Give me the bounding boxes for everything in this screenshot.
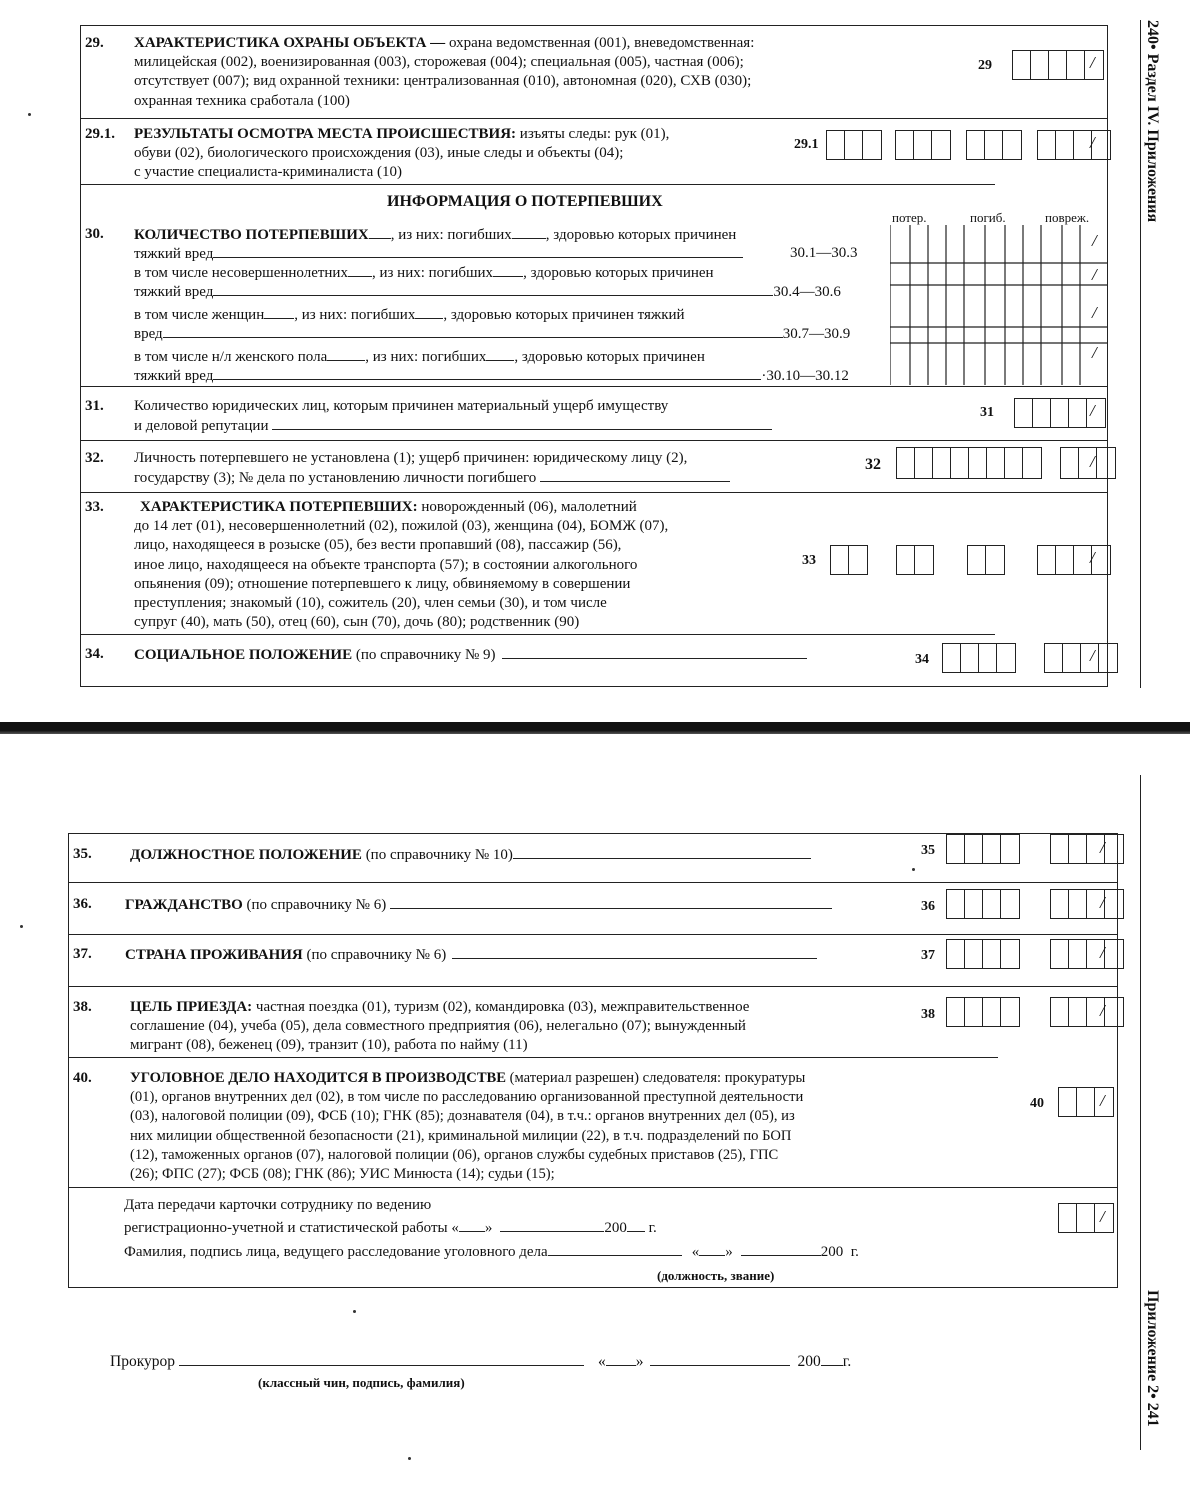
item-text-line: (по справочнику № 6) xyxy=(302,947,447,963)
slash-mark: / xyxy=(1090,133,1095,152)
slash-mark: / xyxy=(1100,1001,1105,1020)
item-text xyxy=(134,366,849,386)
slash-mark: / xyxy=(1100,1091,1105,1110)
transfer-text: « xyxy=(691,1244,700,1260)
transfer-text: » xyxy=(484,1220,493,1236)
date-quote: » xyxy=(635,1353,644,1370)
item-text-line: опьянения (09); отношение потерпевшего к лицу, обвиняемому в совершении xyxy=(134,575,631,592)
item-text-line: (01), органов внутренних дел (02), в том числе по расследованию организованной преступной деятельности xyxy=(130,1089,804,1106)
slash-mark: / xyxy=(1100,838,1105,857)
slash-mark: / xyxy=(1090,548,1095,567)
item-text-line: Количество юридических лиц, которым причинен материальный ущерб имуществу xyxy=(134,398,669,414)
transfer-text: г. xyxy=(843,1244,859,1260)
item-text xyxy=(134,449,730,488)
slash-mark: / xyxy=(1090,646,1095,665)
code-entry-cells[interactable] xyxy=(826,130,882,160)
row-divider xyxy=(68,1057,998,1058)
scan-speck xyxy=(408,1457,411,1460)
item-number: 34. xyxy=(85,646,104,662)
column-label-injured: повреж. xyxy=(1045,210,1090,225)
item-text xyxy=(130,845,811,865)
code-entry-cells[interactable] xyxy=(1037,545,1111,575)
item-text-line: новорожденный (06), малолетний xyxy=(417,499,637,515)
field-code: 33 xyxy=(802,553,816,568)
code-entry-cells[interactable] xyxy=(895,130,951,160)
item-title: ЦЕЛЬ ПРИЕЗДА: xyxy=(130,999,253,1015)
row-divider xyxy=(80,440,1108,441)
code-entry-cells[interactable] xyxy=(946,997,1020,1027)
item-title: СТРАНА ПРОЖИВАНИЯ xyxy=(125,947,303,963)
item-text-line: , из них: погибших xyxy=(294,307,416,323)
code-entry-cells[interactable] xyxy=(1037,130,1111,160)
item-text-line: до 14 лет (01), несовершеннолетний (02), пожилой (03), женщина (04), БОМЖ (07), xyxy=(134,518,669,535)
transfer-text: Фамилия, подпись лица, ведущего расследование уголовного дела xyxy=(124,1244,548,1260)
item-text-line: (12), таможенных органов (07), налоговой полиции (06), органов службы судебных приставов (25), ГПС xyxy=(130,1146,779,1163)
slash-mark: / xyxy=(1100,893,1105,912)
item-number: 32. xyxy=(85,450,104,466)
item-text-line: вред xyxy=(134,326,163,342)
item-text-line: государству (3); № дела по установлению личности погибшего xyxy=(134,470,537,487)
code-entry-cells[interactable] xyxy=(966,130,1022,160)
item-text-line: , здоровью которых причинен тяжкий xyxy=(443,307,685,323)
item-text-line: (03), налоговой полиции (09), ФСБ (10); ГНК (85); дознавателя (04), в т.ч.: органов внутренних дел (05), из xyxy=(130,1108,795,1125)
transfer-text: Дата передачи карточки сотруднику по ведению xyxy=(124,1197,432,1213)
item-title: КОЛИЧЕСТВО ПОТЕРПЕВШИХ xyxy=(134,227,369,243)
item-text-line: тяжкий вред xyxy=(134,246,214,262)
row-divider xyxy=(80,118,1108,119)
column-label-victims: потер. xyxy=(892,210,927,225)
item-text-line: обуви (02), биологического происхождения (03), иные следы и объекты (04); xyxy=(134,145,624,162)
item-title: СОЦИАЛЬНОЕ ПОЛОЖЕНИЕ xyxy=(134,647,353,663)
item-text-line: в том числе несовершеннолетних xyxy=(134,265,348,281)
item-text-line: лицо, находящееся в розыске (05), без вести пропавший (08), пассажир (56), xyxy=(134,537,622,554)
item-text xyxy=(134,263,714,283)
field-code: 32 xyxy=(865,456,881,473)
code-entry-cells[interactable] xyxy=(942,643,1016,673)
item-text-line: охранная техника сработала (100) xyxy=(134,92,350,109)
item-text-line: отсутствует (007); вид охранной техники: централизованная (010), автономная (020), СХВ (030); xyxy=(134,73,752,90)
range-code: ·30.10—30.12 xyxy=(761,368,849,384)
item-text-line: супруг (40), мать (50), отец (60), сын (70), дочь (80); родственник (90) xyxy=(134,614,580,631)
item-text xyxy=(125,945,817,965)
transfer-text: 200 xyxy=(820,1244,844,1260)
transfer-text: 200 xyxy=(604,1220,627,1236)
item-text-line: , здоровью которых причинен xyxy=(545,227,737,243)
item-number: 35. xyxy=(73,846,92,862)
item-text-line: , здоровью которых причинен xyxy=(523,265,714,281)
item-number: 37. xyxy=(73,946,92,962)
code-entry-cells[interactable] xyxy=(896,545,934,575)
row-divider xyxy=(80,634,995,635)
transfer-date-line[interactable] xyxy=(124,1218,657,1238)
slash-mark: / xyxy=(1092,343,1097,362)
field-code: 35 xyxy=(921,843,935,858)
item-text-line: , здоровью которых причинен xyxy=(514,349,705,365)
item-text xyxy=(134,347,705,367)
item-text xyxy=(130,998,749,1056)
investigator-line[interactable] xyxy=(124,1242,859,1262)
item-title: УГОЛОВНОЕ ДЕЛО НАХОДИТСЯ В ПРОИЗВОДСТВЕ xyxy=(130,1070,507,1086)
item-text-line: охрана ведомственная (001), вневедомственная: xyxy=(445,35,755,51)
item-title: ГРАЖДАНСТВО xyxy=(125,897,243,913)
position-caption: (должность, звание) xyxy=(657,1268,775,1283)
field-code: 37 xyxy=(921,948,935,963)
code-entry-cells[interactable] xyxy=(1050,939,1124,969)
item-number: 29.1. xyxy=(85,126,115,142)
field-code: 38 xyxy=(921,1007,935,1022)
item-text xyxy=(134,34,754,111)
item-text-line: , из них: погибших xyxy=(371,265,494,281)
side-rule-top xyxy=(1140,20,1141,688)
slash-mark: / xyxy=(1090,452,1095,471)
code-entry-cells[interactable] xyxy=(946,889,1020,919)
slash-mark: / xyxy=(1092,231,1097,250)
item-text xyxy=(134,225,736,245)
field-code: 34 xyxy=(915,652,929,667)
item-text xyxy=(134,305,685,325)
item-text-line: соглашение (04), учеба (05), дела совместного предприятия (06), нелегально (07); вынужденный xyxy=(130,1018,746,1035)
row-divider xyxy=(80,492,1108,493)
slash-mark: / xyxy=(1090,53,1095,72)
date-quote: « xyxy=(598,1353,606,1370)
item-text-line: Личность потерпевшего не установлена (1); ущерб причинен: юридическому лицу (2), xyxy=(134,450,688,466)
item-text xyxy=(134,125,669,183)
item-text xyxy=(134,498,668,632)
field-code: 29 xyxy=(978,58,992,73)
item-text xyxy=(130,1069,805,1184)
item-text xyxy=(134,397,772,436)
item-text-line: (по справочнику № 9) xyxy=(352,647,496,663)
item-title: РЕЗУЛЬТАТЫ ОСМОТРА МЕСТА ПРОИСШЕСТВИЯ: xyxy=(134,126,517,142)
code-entry-cells[interactable] xyxy=(896,447,1042,479)
item-text-line: мигрант (08), беженец (09), транзит (10), работа по найму (11) xyxy=(130,1037,528,1054)
code-entry-cells[interactable] xyxy=(946,834,1020,864)
item-text-line: в том числе женщин xyxy=(134,307,265,323)
item-number: 31. xyxy=(85,398,104,414)
row-divider xyxy=(68,1187,1118,1188)
item-number: 36. xyxy=(73,896,92,912)
year-suffix: г. xyxy=(842,1353,852,1370)
item-text-line: (26); ФПС (27); ФСБ (08); ГНК (86); УИС Минюста (14); судьи (15); xyxy=(130,1166,555,1183)
item-text-line: и деловой репутации xyxy=(134,418,269,435)
code-entry-cells[interactable] xyxy=(1050,889,1124,919)
row-divider xyxy=(80,386,1108,387)
prosecutor-caption: (классный чин, подпись, фамилия) xyxy=(258,1375,465,1390)
transfer-text: » xyxy=(725,1244,733,1260)
item-text xyxy=(134,244,743,264)
row-divider xyxy=(68,934,1118,935)
item-number: 38. xyxy=(73,999,92,1015)
item-text-line: иное лицо, находящееся на объекте транспорта (57); в состоянии алкогольного xyxy=(134,556,638,573)
item-text-line: изъяты следы: рук (01), xyxy=(516,126,670,142)
page-side-footer: Приложение 2• 241 xyxy=(1144,1290,1161,1427)
prosecutor-label: Прокурор xyxy=(110,1353,176,1370)
field-code: 40 xyxy=(1030,1096,1044,1111)
item-text-line: (по справочнику № 6) xyxy=(242,897,387,913)
code-entry-cells[interactable] xyxy=(1050,997,1124,1027)
item-text xyxy=(134,324,850,344)
slash-mark: / xyxy=(1092,265,1097,284)
item-text-line: преступления; знакомый (10), сожитель (20), член семьи (30), и том числе xyxy=(134,595,607,612)
item-text-line: , из них: погибших xyxy=(390,227,512,243)
item-text xyxy=(134,282,841,302)
slash-mark: / xyxy=(1100,943,1105,962)
item-text xyxy=(134,645,807,665)
item-number: 33. xyxy=(85,499,104,515)
item-text-line: , из них: погибших xyxy=(365,349,487,365)
item-title: ХАРАКТЕРИСТИКА ПОТЕРПЕВШИХ: xyxy=(140,499,418,515)
code-entry-cells[interactable] xyxy=(967,545,1005,575)
row-divider xyxy=(68,986,1118,987)
code-entry-cells[interactable] xyxy=(1050,834,1124,864)
item-text-line: частная поездка (01), туризм (02), командировка (03), межправительственное xyxy=(252,999,750,1015)
side-rule-bottom xyxy=(1140,775,1141,1450)
code-entry-cells[interactable] xyxy=(946,939,1020,969)
item-text-line: в том числе н/л женского пола xyxy=(134,349,328,365)
page-edge-shadow xyxy=(0,722,1190,734)
item-text-line: с участие специалиста-криминалиста (10) xyxy=(134,164,402,181)
code-entry-cells[interactable] xyxy=(1058,1087,1114,1117)
transfer-text: г. xyxy=(644,1220,657,1236)
slash-mark: / xyxy=(1100,1207,1105,1226)
scan-speck xyxy=(20,925,23,928)
item-text-line: (по справочнику № 10) xyxy=(361,847,513,863)
scan-speck xyxy=(353,1310,356,1313)
field-code: 36 xyxy=(921,899,935,914)
range-code: 30.4—30.6 xyxy=(773,284,841,300)
item-text-line: тяжкий вред xyxy=(134,368,214,384)
item-number: 29. xyxy=(85,35,104,51)
item-number: 30. xyxy=(85,226,104,242)
code-entry-cells[interactable] xyxy=(1044,643,1118,673)
item-text-line: них милиции общественной безопасности (21), криминальной милиции (22), в т.ч. подразделений по БОП xyxy=(130,1127,792,1144)
page-side-header: 240• Раздел IV. Приложения xyxy=(1144,20,1161,223)
scan-speck xyxy=(28,113,31,116)
item-text-line: милицейская (002), военизированная (003), сторожевая (004); специальная (005), частная (006); xyxy=(134,54,744,71)
slash-mark: / xyxy=(1092,303,1097,322)
item-text-line: (материал разрешен) следователя: прокуратуры xyxy=(506,1070,806,1086)
scan-speck xyxy=(912,868,915,871)
victims-count-grid[interactable] xyxy=(890,225,1108,385)
victims-section-heading: ИНФОРМАЦИЯ О ПОТЕРПЕВШИХ xyxy=(387,193,663,210)
row-divider xyxy=(80,184,995,185)
item-text xyxy=(125,895,832,915)
year-prefix: 200 xyxy=(797,1353,821,1370)
code-entry-cells[interactable] xyxy=(830,545,868,575)
field-code: 31 xyxy=(980,405,994,420)
code-entry-cells[interactable] xyxy=(1058,1203,1114,1233)
transfer-text: регистрационно-учетной и статистической работы « xyxy=(124,1220,459,1236)
item-title: ДОЛЖНОСТНОЕ ПОЛОЖЕНИЕ xyxy=(130,847,362,863)
row-divider xyxy=(68,882,1118,883)
range-code: 30.1—30.3 xyxy=(790,245,858,261)
range-code: 30.7—30.9 xyxy=(782,326,851,342)
column-label-killed: погиб. xyxy=(970,210,1006,225)
code-entry-cells[interactable] xyxy=(1060,447,1116,479)
prosecutor-line xyxy=(110,1352,851,1371)
slash-mark: / xyxy=(1090,401,1095,420)
item-number: 40. xyxy=(73,1070,92,1086)
field-code: 29.1 xyxy=(794,137,819,152)
item-text-line: тяжкий вред xyxy=(134,284,214,300)
item-title: ХАРАКТЕРИСТИКА ОХРАНЫ ОБЪЕКТА — xyxy=(134,35,446,51)
